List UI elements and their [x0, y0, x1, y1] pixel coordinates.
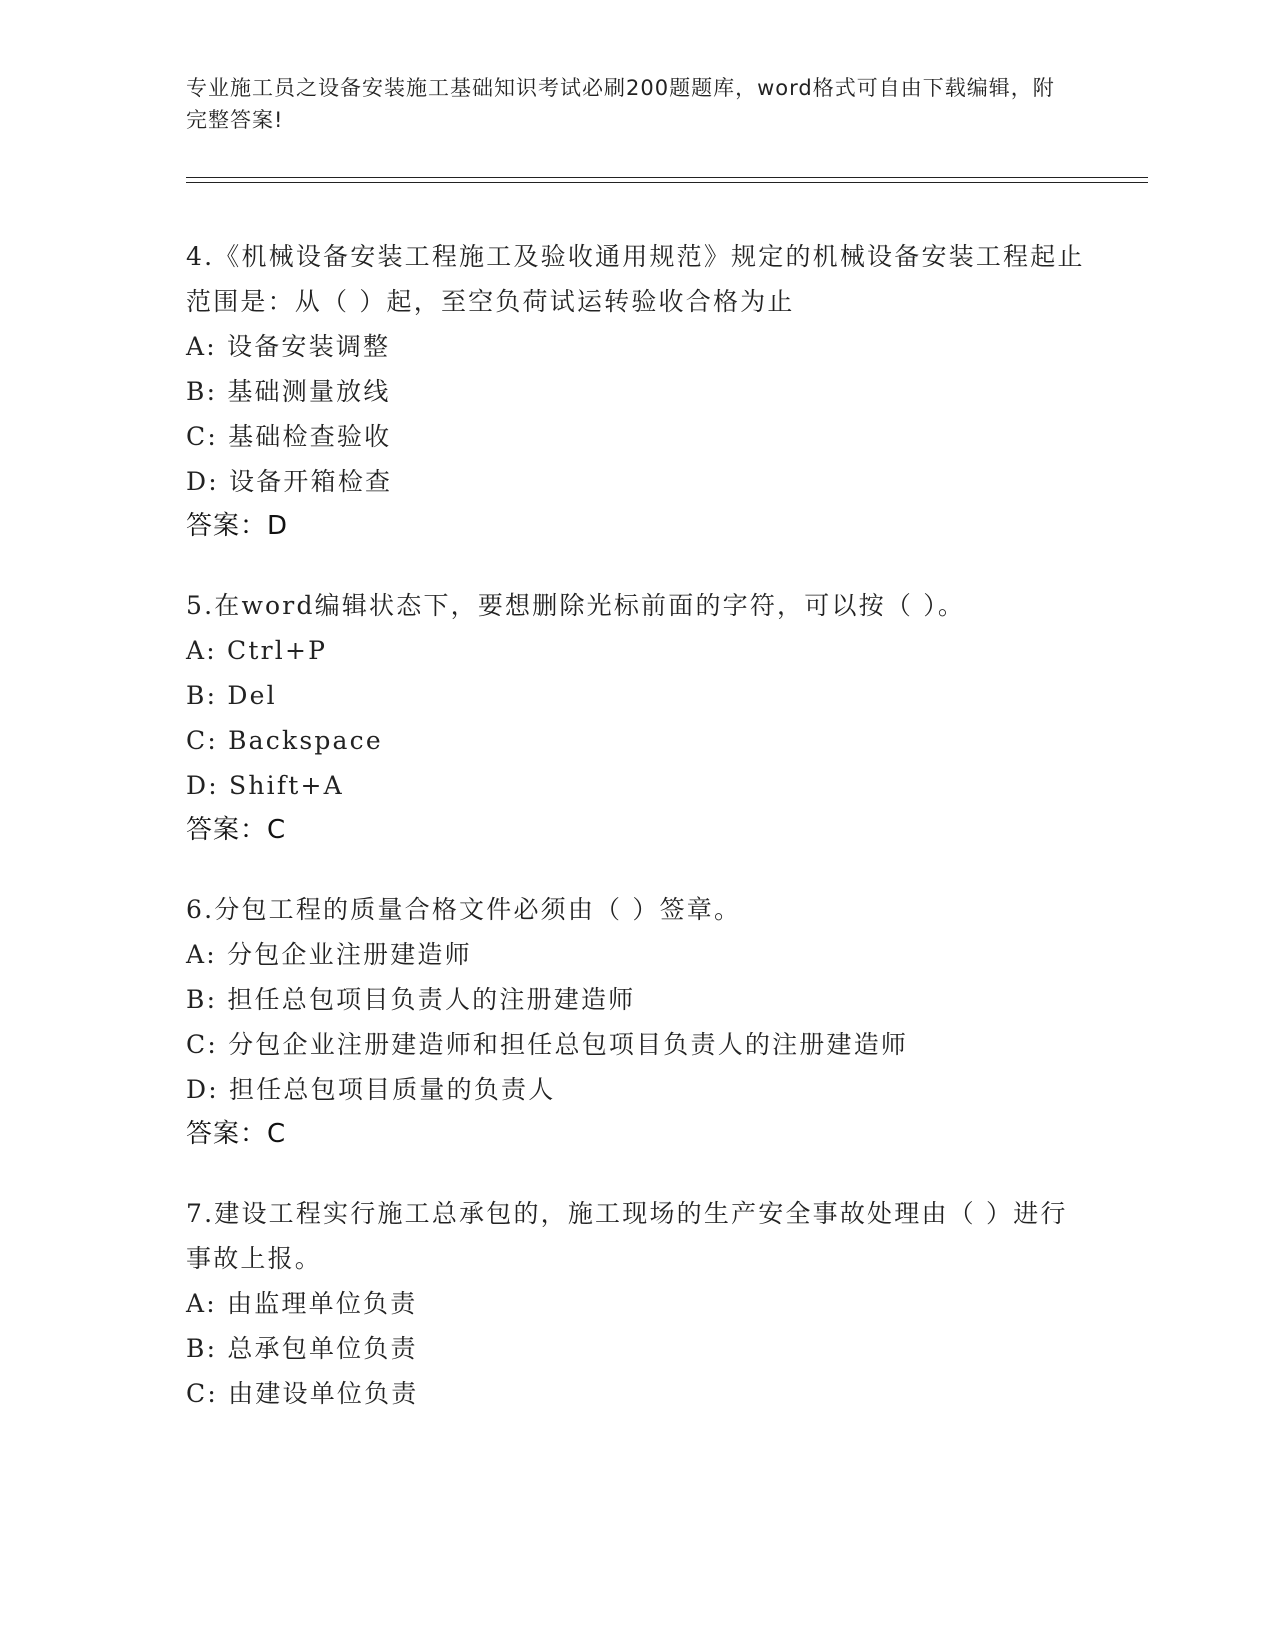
question-stem: 6.分包工程的质量合格文件必须由（ ）签章。 [186, 895, 742, 924]
option-c: C: 由建设单位负责 [186, 1379, 419, 1408]
question-stem: 4.《机械设备安装工程施工及验收通用规范》规定的机械设备安装工程起止范围是：从（ ）起，至空负荷试运转验收合格为止 [186, 242, 1085, 316]
option-d: D: Shift+A [186, 771, 344, 800]
question-stem: 7.建设工程实行施工总承包的，施工现场的生产安全事故处理由（ ）进行事故上报。 [186, 1199, 1068, 1273]
question-7 [186, 1191, 1086, 1416]
document-header: 专业施工员之设备安装施工基础知识考试必刷200题题库，word格式可自由下载编辑，附完整答案! [186, 76, 1055, 132]
option-b: B: 总承包单位负责 [186, 1334, 418, 1363]
option-a: A: 由监理单位负责 [186, 1289, 418, 1318]
option-b: B: 担任总包项目负责人的注册建造师 [186, 985, 636, 1014]
answer: 答案：C [186, 1119, 287, 1149]
option-a: A: 分包企业注册建造师 [186, 940, 472, 969]
question-4 [186, 234, 1086, 549]
option-b: B: Del [186, 681, 277, 710]
option-d: D: 设备开箱检查 [186, 467, 393, 496]
option-a: A: 设备安装调整 [186, 332, 391, 361]
question-stem: 5.在word编辑状态下，要想删除光标前面的字符，可以按（ ）。 [186, 591, 966, 620]
answer: 答案：D [186, 511, 289, 541]
option-d: D: 担任总包项目质量的负责人 [186, 1075, 556, 1104]
option-c: C: 分包企业注册建造师和担任总包项目负责人的注册建造师 [186, 1030, 909, 1059]
option-b: B: 基础测量放线 [186, 377, 391, 406]
option-c: C: Backspace [186, 726, 383, 755]
option-c: C: 基础检查验收 [186, 422, 392, 451]
answer: 答案：C [186, 815, 287, 845]
option-a: A: Ctrl+P [186, 636, 328, 665]
header-rule-top [186, 177, 1148, 178]
header-rule-bottom [186, 182, 1148, 183]
question-list [186, 234, 1086, 1450]
question-6 [186, 887, 1086, 1157]
question-5 [186, 583, 1086, 853]
